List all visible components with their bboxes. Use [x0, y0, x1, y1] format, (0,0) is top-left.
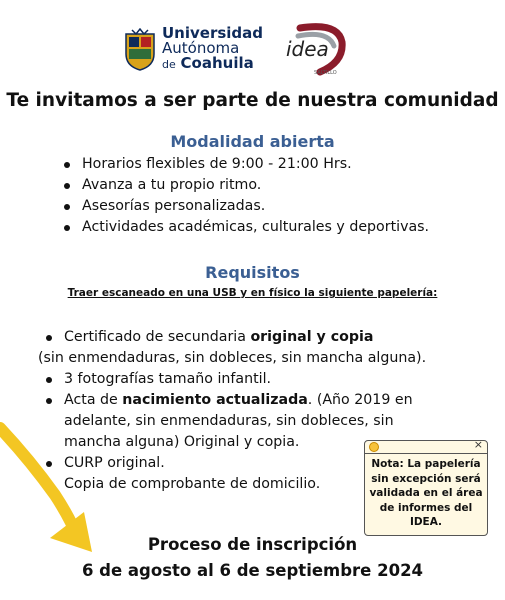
university-name-logo: [162, 26, 272, 71]
idea-logo: [280, 22, 358, 78]
list-item: Certificado de secundaria original y copia: [42, 327, 482, 348]
page-title: Te invitamos a ser parte de nuestra comunidad: [6, 90, 499, 111]
modalidad-heading: Modalidad abierta: [170, 132, 335, 151]
requisitos-heading: Requisitos: [205, 263, 300, 282]
requisitos-subheading: Traer escaneado en una USB y en físico la siguiente papelería:: [67, 287, 438, 299]
uni-line1: Universidad: [162, 24, 264, 42]
idea-word: idea: [286, 37, 329, 61]
note-titlebar: [365, 438, 487, 454]
list-item: Copia de comprobante de domicilio.: [42, 474, 482, 495]
item1-continuation: (sin enmendaduras, sin dobleces, sin mancha alguna).: [38, 350, 427, 366]
uni-line3: de Coahuila: [162, 54, 254, 72]
list-item: Acta de nacimiento actualizada. (Año 2019 en adelante, sin enmendaduras, sin dobleces, sin mancha alguna) Original y copia.: [42, 390, 482, 453]
close-icon[interactable]: ×: [473, 438, 483, 451]
requisitos-list-1: [42, 327, 482, 348]
list-item: Avanza a tu propio ritmo.: [60, 175, 490, 196]
note-popup: [364, 440, 488, 536]
list-item: Actividades académicas, culturales y deportivas.: [60, 217, 490, 238]
note-circle-icon: [369, 442, 379, 452]
list-item: Asesorías personalizadas.: [60, 196, 490, 217]
list-item: 3 fotografías tamaño infantil.: [42, 369, 482, 390]
note-text: Nota: La papelería sin excepción será validada en el área de informes del IDEA.: [369, 458, 483, 528]
modalidad-list: [60, 154, 490, 238]
uni-line2: Autónoma: [162, 39, 240, 57]
idea-small: SALTILLO: [314, 70, 337, 76]
footer-line1: Proceso de inscripción: [147, 535, 358, 554]
list-item: Horarios flexibles de 9:00 - 21:00 Hrs.: [60, 154, 490, 175]
university-crest-logo: [122, 28, 158, 72]
list-item: CURP original.: [42, 453, 482, 474]
footer-line2: 6 de agosto al 6 de septiembre 2024: [81, 561, 424, 580]
